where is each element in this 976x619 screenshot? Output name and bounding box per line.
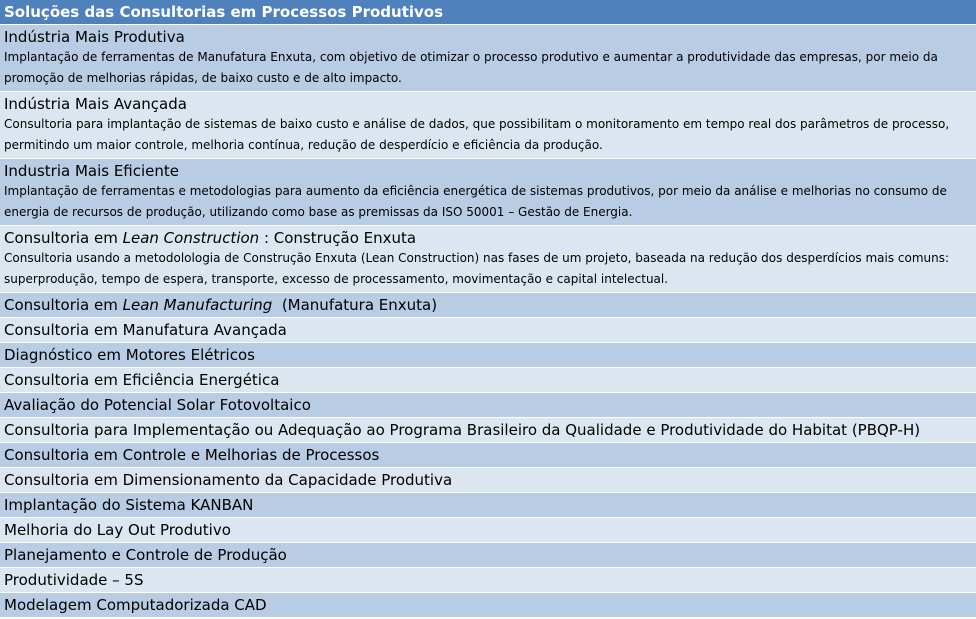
row-title: Planejamento e Controle de Produção <box>4 546 287 564</box>
table-row <box>0 443 976 468</box>
row-title: Consultoria para Implementação ou Adequação ao Programa Brasileiro da Qualidade e Produtividade do Habitat (PBQP-H) <box>4 421 921 439</box>
title-italic: Lean Manufacturing <box>122 296 273 314</box>
table-row <box>0 468 976 493</box>
table-row <box>0 493 976 518</box>
row-title: Industria Mais Eficiente <box>4 162 180 180</box>
table-row <box>0 343 976 368</box>
row-title: Diagnóstico em Motores Elétricos <box>4 346 255 364</box>
row-title <box>4 229 972 248</box>
table-row <box>0 393 976 418</box>
row-title: Consultoria em Manufatura Avançada <box>4 321 287 339</box>
row-title: Produtividade – 5S <box>4 571 144 589</box>
row-title: Consultoria em Dimensionamento da Capacidade Produtiva <box>4 471 453 489</box>
row-description: Consultoria para implantação de sistemas de baixo custo e análise de dados, que possibilitam o monitoramento em tempo real dos parâmetros de processo, permitindo um maior controle, melhoria contínua, redução de desperdício e eficiência da produção. <box>4 117 950 152</box>
table-row <box>0 25 976 92</box>
table-row <box>0 418 976 443</box>
table-row <box>0 318 976 343</box>
row-title <box>4 296 972 315</box>
table-row <box>0 159 976 226</box>
table-row <box>0 593 976 618</box>
table-row <box>0 568 976 593</box>
row-description: Consultoria usando a metodolologia de Construção Enxuta (Lean Construction) nas fases de um projeto, baseada na redução dos desperdícios mais comuns: superprodução, tempo de espera, transporte, excesso de processamento, movimentação e capital intelectual. <box>4 251 950 286</box>
table-row <box>0 293 976 318</box>
table-row <box>0 368 976 393</box>
table-row <box>0 92 976 159</box>
title-suffix: (Manufatura Enxuta) <box>272 296 438 314</box>
row-title: Consultoria em Eficiência Energética <box>4 371 280 389</box>
table-header: Soluções das Consultorias em Processos Produtivos <box>0 0 976 25</box>
row-title: Indústria Mais Avançada <box>4 95 187 113</box>
row-title: Indústria Mais Produtiva <box>4 28 185 46</box>
row-title: Implantação do Sistema KANBAN <box>4 496 254 514</box>
title-prefix: Consultoria em <box>4 296 123 314</box>
table-row <box>0 543 976 568</box>
row-description: Implantação de ferramentas de Manufatura Enxuta, com objetivo de otimizar o processo produtivo e aumentar a produtividade das empresas, por meio da promoção de melhorias rápidas, de baixo custo e de alto impacto. <box>4 50 938 85</box>
row-description: Implantação de ferramentas e metodologias para aumento da eficiência energética de sistemas produtivos, por meio da análise e melhorias no consumo de energia de recursos de produção, utilizando como base as premissas da ISO 50001 – Gestão de Energia. <box>4 184 947 219</box>
table-row <box>0 518 976 543</box>
title-prefix: Consultoria em <box>4 229 123 247</box>
row-title: Avaliação do Potencial Solar Fotovoltaico <box>4 396 311 414</box>
title-suffix: : Construção Enxuta <box>259 229 417 247</box>
row-title: Melhoria do Lay Out Produtivo <box>4 521 231 539</box>
title-italic: Lean Construction <box>122 229 260 247</box>
row-title: Modelagem Computadorizada CAD <box>4 596 267 614</box>
table-row <box>0 226 976 293</box>
row-title: Consultoria em Controle e Melhorias de Processos <box>4 446 380 464</box>
